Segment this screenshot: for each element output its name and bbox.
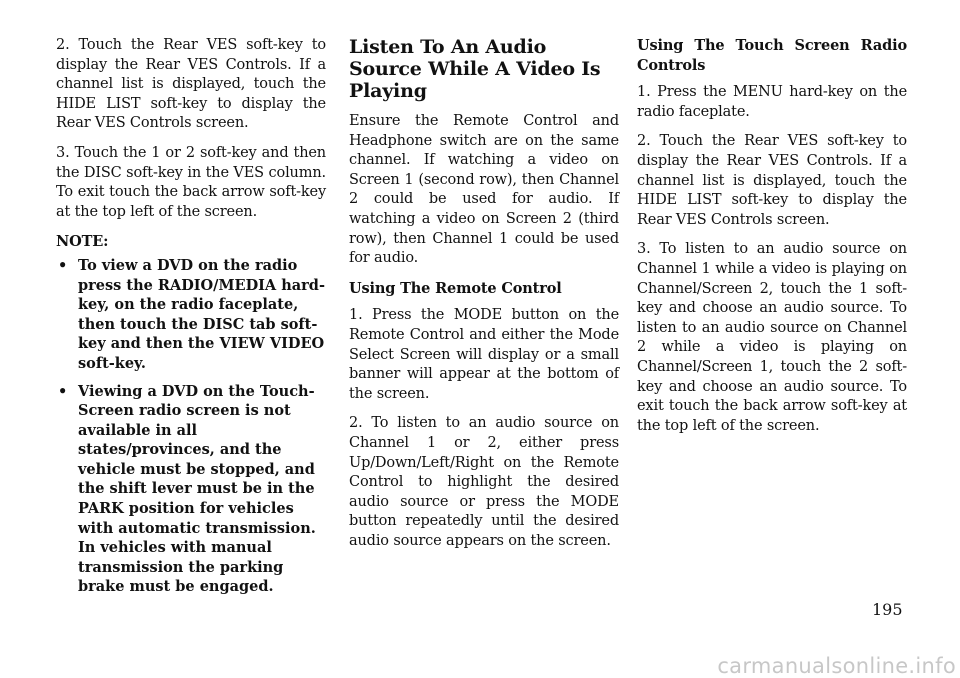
page-number: 195 xyxy=(872,600,903,619)
step-3-paragraph: 3. Touch the 1 or 2 soft-key and then the DISC soft-key in the VES column. To exit touch the back arrow soft-key at the top left of the screen. xyxy=(56,144,326,220)
remote-step-2: 2. To listen to an audio source on Channel 1 or 2, either press Up/Down/Left/Right on the Remote Control to highlight the desired audio source or press the MODE button repeatedly until the desired audio source appears on the screen. xyxy=(349,415,619,549)
bullet-icon: • xyxy=(58,382,68,400)
touch-step-3: 3. To listen to an audio source on Channel 1 while a video is playing on Channel/Screen 2, touch the 1 soft-key and choose an audio source. To listen to an audio source on Channel 2 while a video is playing on Channel/Screen 1, touch the 2 soft-key and choose an audio source. To exit touch the back arrow soft-key at the top left of the screen. xyxy=(637,241,907,434)
left-column xyxy=(56,36,326,605)
touch-step-1: 1. Press the MENU hard-key on the radio faceplate. xyxy=(637,84,907,120)
touch-step-2: 2. Touch the Rear VES soft-key to display the Rear VES Controls. If a channel list is displayed, touch the HIDE LIST soft-key to display the Rear VES Controls screen. xyxy=(637,133,907,228)
step-2-paragraph: 2. Touch the Rear VES soft-key to display the Rear VES Controls. If a channel list is displayed, touch the HIDE LIST soft-key to display the Rear VES Controls screen. xyxy=(56,37,326,132)
intro-paragraph: Ensure the Remote Control and Headphone switch are on the same channel. If watching a video on Screen 1 (second row), then Channel 2 could be used for audio. If watching a video on Screen 2 (third row), then Channel 1 could be used for audio. xyxy=(349,113,619,267)
note-label: NOTE: xyxy=(56,233,109,251)
middle-column xyxy=(349,36,619,561)
right-column xyxy=(637,36,907,446)
bullet-icon: • xyxy=(58,256,68,274)
note-text: To view a DVD on the radio press the RADIO/MEDIA hard-key, on the radio faceplate, then touch the DISC tab soft-key and then the VIEW VIDEO soft-key. xyxy=(78,256,325,372)
note-list xyxy=(56,256,326,597)
section-heading: Listen To An Audio Source While A Video Is Playing xyxy=(349,36,601,102)
note-text: Viewing a DVD on the Touch-Screen radio screen is not available in all states/provinces, and the vehicle must be stopped, and the shift lever must be in the PARK position for vehicles with automatic transmission. In vehicles with manual transmission the parking brake must be engaged. xyxy=(78,382,316,596)
remote-step-1: 1. Press the MODE button on the Remote Control and either the Mode Select Screen will display or a small banner will appear at the bottom of the screen. xyxy=(349,307,619,402)
note-item xyxy=(56,382,326,598)
note-item xyxy=(56,256,326,374)
subheading-remote-control: Using The Remote Control xyxy=(349,279,562,297)
subheading-touch-screen: Using The Touch Screen Radio Controls xyxy=(637,37,907,74)
watermark: carmanualsonline.info xyxy=(717,654,956,678)
